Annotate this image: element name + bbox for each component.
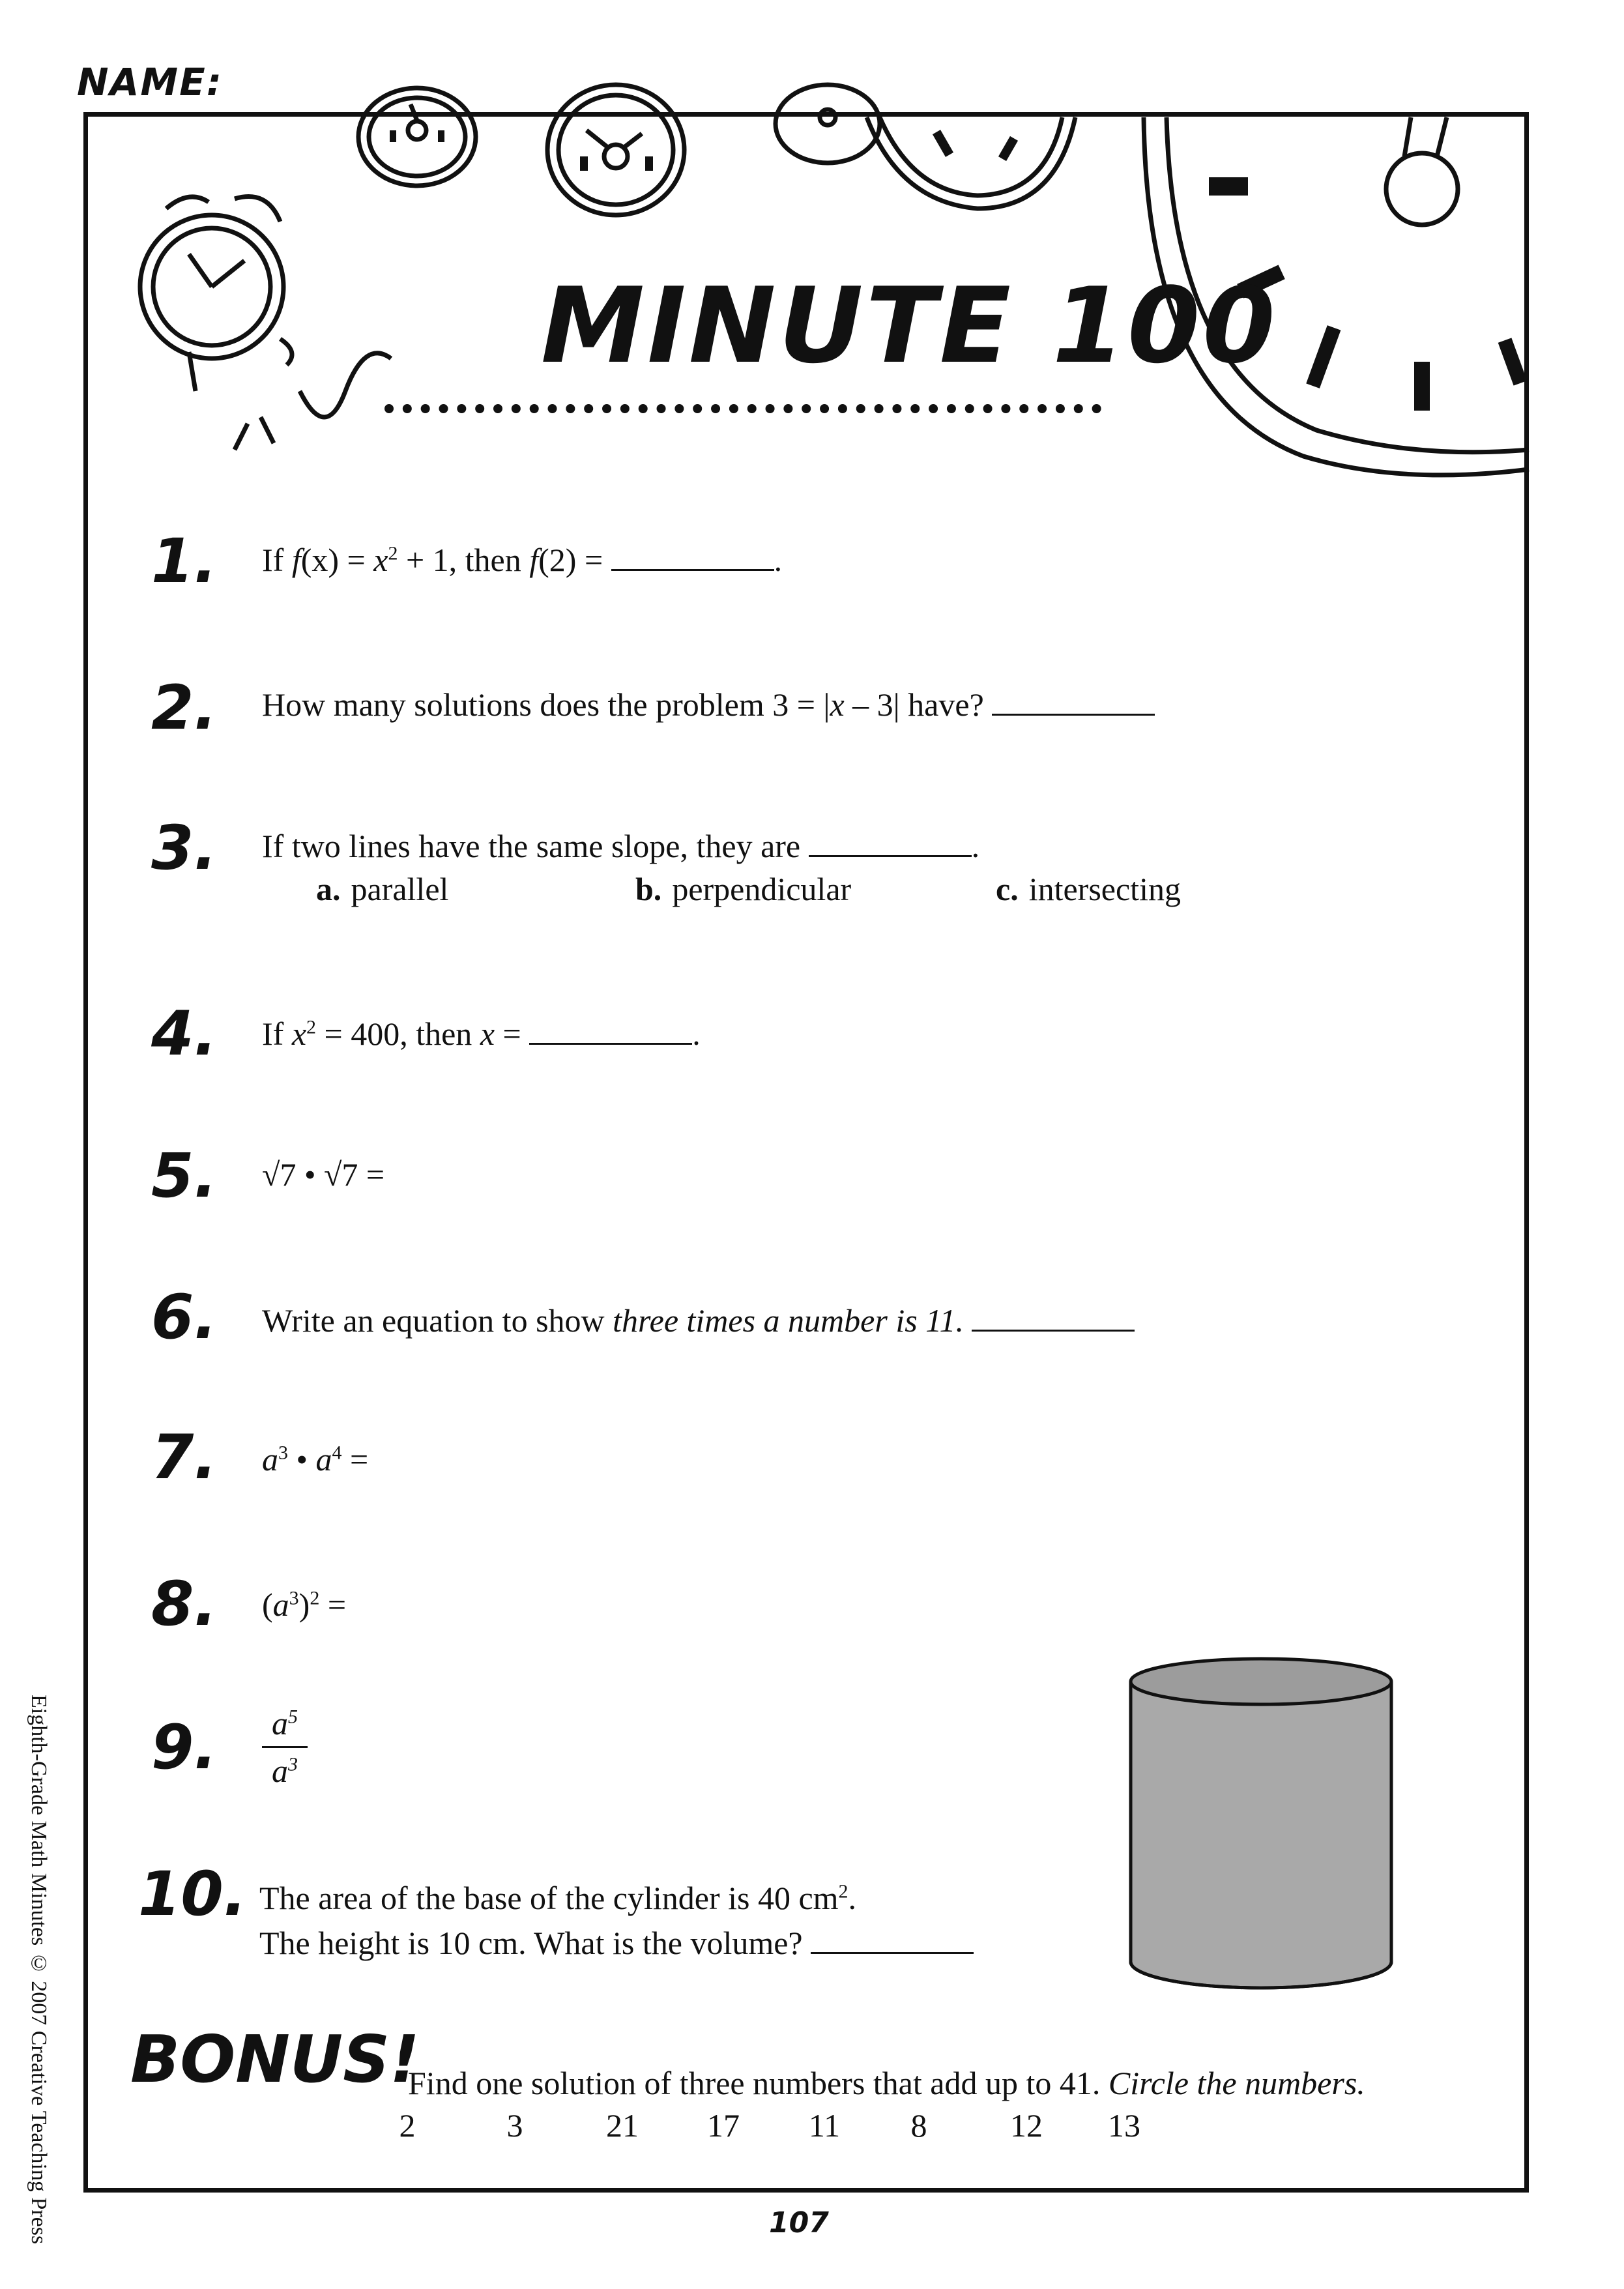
question-italic-text: three times a number is 11. (613, 1302, 964, 1339)
question-text: The area of the base of the cylinder is 40 cm (259, 1880, 839, 1916)
question-3 (262, 823, 979, 867)
choice-a[interactable] (316, 870, 448, 908)
math-var: a (315, 1441, 332, 1478)
question-text: Write an equation to show (262, 1302, 613, 1339)
question-text: If two lines have the same slope, they are (262, 828, 809, 864)
bonus-number[interactable]: 21 (606, 2107, 639, 2144)
answer-blank[interactable] (529, 1010, 692, 1045)
small-clock-icon (358, 88, 476, 186)
choice-text: perpendicular (672, 871, 852, 907)
question-10 (259, 1877, 974, 1964)
math-exponent: 5 (288, 1706, 298, 1728)
title-dotted-rule (384, 404, 1101, 413)
math-exponent: 3 (278, 1442, 288, 1464)
fraction-bar (262, 1746, 308, 1748)
bonus-number[interactable]: 3 (506, 2107, 523, 2144)
copyright-notice: Eighth-Grade Math Minutes © 2007 Creative Teaching Press (27, 1695, 51, 2245)
math-text: = (319, 1586, 347, 1623)
punctuation: . (774, 542, 783, 578)
bonus-number[interactable]: 13 (1108, 2107, 1140, 2144)
answer-blank[interactable] (611, 536, 774, 571)
question-number: 2. (151, 673, 218, 744)
question-2 (262, 681, 1155, 726)
bonus-instruction: Circle the numbers. (1108, 2065, 1365, 2101)
bonus-number[interactable]: 11 (808, 2107, 841, 2144)
question-text: = 400, then (316, 1015, 480, 1052)
question-text: If (262, 542, 292, 578)
question-number: 7. (151, 1422, 218, 1493)
choice-b[interactable] (635, 870, 851, 908)
question-number: 10. (138, 1859, 247, 1930)
math-text: (x) (300, 542, 340, 578)
bonus-number[interactable]: 2 (399, 2107, 416, 2144)
question-4 (262, 1010, 701, 1055)
question-9-fraction (262, 1704, 308, 1790)
question-text: If (262, 1015, 292, 1052)
bonus-title: BONUS! (130, 2021, 420, 2097)
clock-icon (867, 117, 1075, 209)
question-7 (262, 1438, 368, 1481)
math-exponent: 2 (838, 1880, 848, 1903)
question-number: 6. (151, 1282, 218, 1353)
question-text: – 3| have? (844, 686, 993, 723)
answer-blank[interactable] (811, 1919, 974, 1954)
page-title: MINUTE 100 (541, 265, 1278, 386)
name-label: NAME: (77, 60, 223, 104)
question-1 (262, 536, 782, 581)
math-exponent: 4 (332, 1442, 342, 1464)
math-var: x (480, 1015, 495, 1052)
small-clock-icon (776, 85, 880, 163)
question-text: The height is 10 cm. What is the volume? (259, 1925, 811, 1961)
punctuation: . (692, 1015, 701, 1052)
math-text: = (495, 1015, 530, 1052)
question-6 (262, 1297, 1135, 1342)
choice-letter: a. (316, 871, 341, 907)
math-exponent: 2 (388, 542, 398, 564)
math-text: = (339, 542, 374, 578)
math-var: a (262, 1441, 278, 1478)
fraction-numerator: a (272, 1705, 288, 1742)
answer-blank[interactable] (972, 1297, 1135, 1332)
bonus-number[interactable]: 8 (910, 2107, 927, 2144)
choice-c[interactable] (996, 870, 1181, 908)
choice-text: intersecting (1028, 871, 1181, 907)
bonus-number[interactable]: 17 (707, 2107, 740, 2144)
question-text: How many solutions does the problem 3 = | (262, 686, 830, 723)
answer-blank[interactable] (809, 823, 972, 857)
math-var: x (291, 1015, 307, 1052)
alarm-clock-icon (140, 197, 391, 450)
small-clock-icon (547, 85, 684, 215)
choice-letter: b. (635, 871, 662, 907)
math-text: • (288, 1441, 316, 1478)
question-text: + 1, then (398, 542, 530, 578)
math-text: = (341, 1441, 369, 1478)
math-var: x (830, 686, 845, 723)
question-number: 1. (151, 526, 218, 597)
choice-letter: c. (996, 871, 1019, 907)
math-var: a (272, 1586, 289, 1623)
math-var: f (529, 542, 539, 578)
bonus-text: Find one solution of three numbers that add up to 41. (408, 2065, 1109, 2101)
cylinder-figure (1124, 1655, 1398, 2001)
question-number: 4. (151, 999, 218, 1070)
math-exponent: 3 (289, 1587, 299, 1609)
math-var: f (291, 542, 301, 578)
math-text: ( (262, 1586, 273, 1623)
punctuation: . (848, 1880, 857, 1916)
question-number: 5. (151, 1141, 218, 1212)
math-text: ) (298, 1586, 310, 1623)
question-8 (262, 1584, 346, 1626)
question-number: 8. (151, 1569, 218, 1640)
math-exponent: 3 (288, 1753, 298, 1775)
question-number: 9. (151, 1712, 218, 1783)
math-exponent: 2 (310, 1587, 320, 1609)
bonus-number[interactable]: 12 (1010, 2107, 1043, 2144)
choice-text: parallel (351, 871, 449, 907)
question-text (964, 1302, 972, 1339)
clock-decorations (0, 0, 1624, 521)
bonus-question (408, 2064, 1365, 2102)
math-exponent: 2 (306, 1016, 317, 1038)
math-text: (2) = (538, 542, 611, 578)
question-5: √7 • √7 = (262, 1156, 385, 1193)
fraction-denominator: a (272, 1753, 288, 1789)
punctuation: . (971, 828, 980, 864)
answer-blank[interactable] (992, 681, 1155, 716)
question-number: 3. (151, 813, 218, 884)
page-number: 107 (769, 2206, 829, 2239)
math-var: x (373, 542, 388, 578)
